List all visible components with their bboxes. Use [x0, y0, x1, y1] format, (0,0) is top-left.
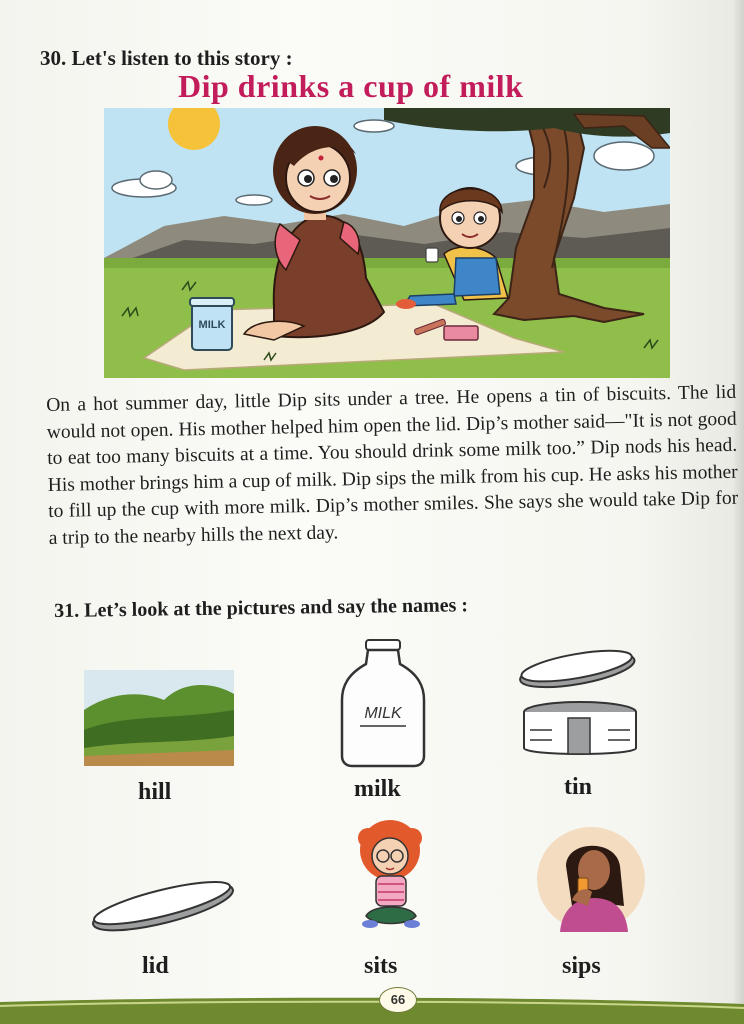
tin-icon: [518, 644, 640, 762]
story-paragraph: On a hot summer day, little Dip sits under a tree. He opens a tin of biscuits. The lid would not open. His mother helped him open the lid. Dip’s mother said—"It is not good to eat too many biscuits at a time. You should drink some milk too.” Dip nods his head. His mother brings him a cup of milk. Dip sips the milk from his cup. He asks his mother to fill up the cup with more milk. Dip’s mother smiles. She says she would take Dip for a trip to the nearby hills the next day.: [46, 381, 739, 549]
exercise-31-heading: 31. Let’s look at the pictures and say the names :: [54, 594, 469, 622]
milk-can-label: MILK: [198, 319, 226, 331]
word-lid: lid: [142, 953, 169, 979]
word-hill: hill: [138, 779, 172, 805]
lid-icon: [88, 874, 238, 940]
word-milk: milk: [354, 776, 401, 802]
word-sips: sips: [562, 953, 601, 979]
story-title: Dip drinks a cup of milk: [178, 68, 524, 104]
exercise-30-heading: 30. Let's listen to this story :: [40, 46, 293, 70]
page-number: 66: [379, 987, 417, 1013]
story-illustration: [104, 108, 670, 378]
footer-band: [0, 996, 744, 1024]
milk-can-icon: [190, 298, 234, 350]
word-tin: tin: [564, 774, 593, 800]
cup-icon: [426, 248, 438, 262]
word-sits: sits: [364, 953, 398, 979]
milk-bottle-label: MILK: [364, 705, 402, 722]
hill-photo: [84, 670, 234, 766]
sipping-woman-icon: [536, 826, 646, 932]
milk-bottle-icon: [338, 638, 428, 768]
sitting-child-icon: [352, 818, 430, 942]
